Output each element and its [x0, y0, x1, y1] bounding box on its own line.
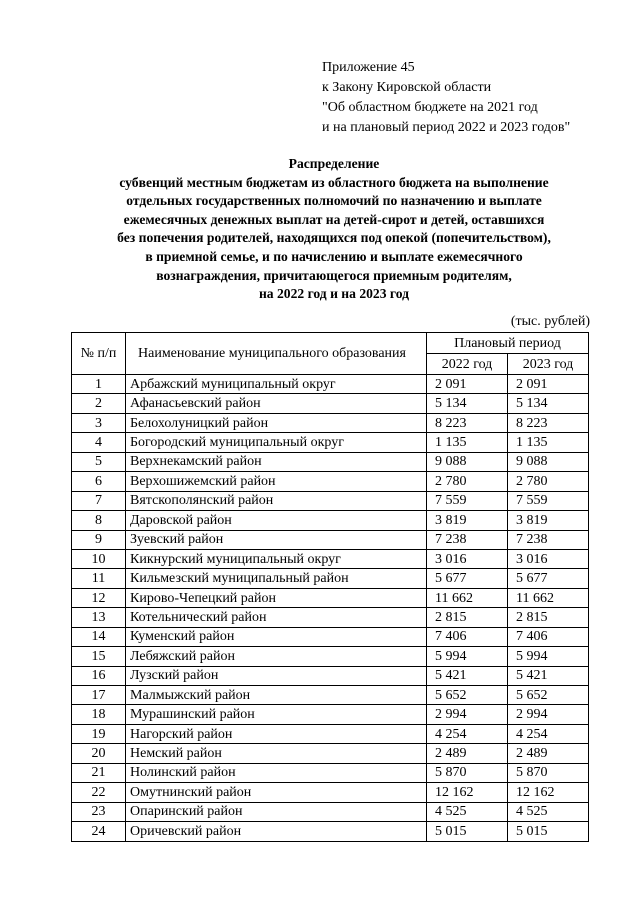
table-row	[72, 413, 589, 432]
table-row	[72, 783, 589, 802]
row-value-2023: 7 559	[508, 491, 589, 510]
table-row	[72, 530, 589, 549]
row-value-2022: 7 238	[427, 530, 508, 549]
title-line: на 2022 год и на 2023 год	[258, 286, 410, 302]
row-name: Богородский муниципальный округ	[126, 433, 427, 452]
row-value-2022: 5 652	[427, 686, 508, 705]
table-row	[72, 588, 589, 607]
row-number: 20	[72, 744, 126, 763]
row-number: 7	[72, 491, 126, 510]
row-value-2022: 2 780	[427, 472, 508, 491]
row-value-2022: 11 662	[427, 588, 508, 607]
row-name: Арбажский муниципальный округ	[126, 375, 427, 394]
row-value-2022: 5 994	[427, 647, 508, 666]
row-value-2023: 2 489	[508, 744, 589, 763]
table-row	[72, 822, 589, 841]
row-number: 4	[72, 433, 126, 452]
row-number: 14	[72, 627, 126, 646]
row-value-2023: 2 815	[508, 608, 589, 627]
row-name: Афанасьевский район	[126, 394, 427, 413]
row-value-2023: 5 870	[508, 763, 589, 782]
table-row	[72, 627, 589, 646]
row-value-2022: 2 815	[427, 608, 508, 627]
row-value-2022: 5 677	[427, 569, 508, 588]
row-number: 24	[72, 822, 126, 841]
row-number: 5	[72, 452, 126, 471]
row-value-2023: 5 015	[508, 822, 589, 841]
row-name: Верхнекамский район	[126, 452, 427, 471]
row-value-2022: 5 134	[427, 394, 508, 413]
row-name: Зуевский район	[126, 530, 427, 549]
table-row	[72, 666, 589, 685]
row-value-2023: 3 819	[508, 511, 589, 530]
table-row	[72, 511, 589, 530]
row-value-2022: 7 406	[427, 627, 508, 646]
row-value-2022: 2 994	[427, 705, 508, 724]
table-row	[72, 705, 589, 724]
row-value-2023: 7 406	[508, 627, 589, 646]
row-number: 17	[72, 686, 126, 705]
row-number: 23	[72, 802, 126, 821]
row-value-2023: 12 162	[508, 783, 589, 802]
row-number: 1	[72, 375, 126, 394]
row-value-2022: 7 559	[427, 491, 508, 510]
table-row	[72, 744, 589, 763]
title-line: субвенций местным бюджетам из областного бюджета на выполнение	[119, 174, 549, 190]
row-number: 3	[72, 413, 126, 432]
row-name: Нагорский район	[126, 724, 427, 743]
row-number: 21	[72, 763, 126, 782]
appendix-line: и на плановый период 2022 и 2023 годов"	[322, 120, 571, 135]
row-number: 18	[72, 705, 126, 724]
title-line: Распределение	[288, 156, 380, 171]
row-value-2022: 4 525	[427, 802, 508, 821]
row-value-2023: 2 780	[508, 472, 589, 491]
row-name: Мурашинский район	[126, 705, 427, 724]
row-value-2023: 4 525	[508, 802, 589, 821]
title-line: в приемной семье, и по начислению и выплате ежемесячного	[145, 248, 523, 264]
row-value-2022: 5 015	[427, 822, 508, 841]
row-value-2023: 7 238	[508, 530, 589, 549]
row-value-2023: 2 091	[508, 375, 589, 394]
row-name: Вятскополянский район	[126, 491, 427, 510]
row-value-2023: 8 223	[508, 413, 589, 432]
row-name: Опаринский район	[126, 802, 427, 821]
header-period: Плановый период	[427, 333, 589, 354]
table-row	[72, 433, 589, 452]
table-row	[72, 452, 589, 471]
row-number: 6	[72, 472, 126, 491]
row-name: Верхошижемский район	[126, 472, 427, 491]
units-label: (тыс. рублей)	[510, 314, 590, 329]
row-value-2023: 2 994	[508, 705, 589, 724]
row-value-2022: 1 135	[427, 433, 508, 452]
header-num: № п/п	[72, 333, 126, 375]
row-name: Котельнический район	[126, 608, 427, 627]
row-value-2023: 5 421	[508, 666, 589, 685]
row-number: 22	[72, 783, 126, 802]
row-value-2023: 9 088	[508, 452, 589, 471]
row-name: Немский район	[126, 744, 427, 763]
appendix-line: Приложение 45	[322, 60, 415, 75]
row-name: Малмыжский район	[126, 686, 427, 705]
row-number: 19	[72, 724, 126, 743]
appendix-line: "Об областном бюджете на 2021 год	[322, 100, 538, 115]
row-number: 2	[72, 394, 126, 413]
row-name: Лебяжский район	[126, 647, 427, 666]
row-name: Белохолуницкий район	[126, 413, 427, 432]
row-number: 10	[72, 549, 126, 568]
title-line: отдельных государственных полномочий по назначению и выплате	[126, 193, 542, 209]
appendix-header	[322, 58, 570, 138]
table-row	[72, 724, 589, 743]
header-name: Наименование муниципального образования	[126, 333, 427, 375]
row-number: 13	[72, 608, 126, 627]
row-value-2022: 5 870	[427, 763, 508, 782]
title-line: ежемесячных денежных выплат на детей-сирот и детей, оставшихся	[123, 211, 545, 227]
row-value-2022: 5 421	[427, 666, 508, 685]
row-value-2023: 4 254	[508, 724, 589, 743]
row-value-2022: 9 088	[427, 452, 508, 471]
row-name: Омутнинский район	[126, 783, 427, 802]
table-row	[72, 375, 589, 394]
row-name: Кирово-Чепецкий район	[126, 588, 427, 607]
row-value-2023: 3 016	[508, 549, 589, 568]
appendix-line: к Закону Кировской области	[322, 80, 492, 95]
row-value-2022: 3 016	[427, 549, 508, 568]
row-name: Даровской район	[126, 511, 427, 530]
title-line: вознаграждения, причитающегося приемным родителям,	[156, 267, 512, 283]
row-number: 9	[72, 530, 126, 549]
row-number: 11	[72, 569, 126, 588]
row-name: Оричевский район	[126, 822, 427, 841]
title-line: без попечения родителей, находящихся под опекой (попечительством),	[117, 230, 551, 246]
row-value-2022: 2 091	[427, 375, 508, 394]
table-body	[72, 375, 589, 842]
header-2023: 2023 год	[508, 354, 589, 375]
table-row	[72, 569, 589, 588]
row-value-2022: 2 489	[427, 744, 508, 763]
subsidies-table	[71, 332, 589, 842]
row-value-2023: 5 134	[508, 394, 589, 413]
table-row	[72, 763, 589, 782]
table-row	[72, 549, 589, 568]
row-number: 16	[72, 666, 126, 685]
row-value-2023: 5 677	[508, 569, 589, 588]
row-name: Кикнурский муниципальный округ	[126, 549, 427, 568]
document-title	[60, 155, 608, 304]
table-row	[72, 472, 589, 491]
row-value-2022: 4 254	[427, 724, 508, 743]
row-number: 12	[72, 588, 126, 607]
row-name: Нолинский район	[126, 763, 427, 782]
table-row	[72, 491, 589, 510]
row-value-2023: 5 652	[508, 686, 589, 705]
table-row	[72, 608, 589, 627]
table-row	[72, 647, 589, 666]
row-value-2022: 12 162	[427, 783, 508, 802]
row-value-2023: 5 994	[508, 647, 589, 666]
row-value-2022: 3 819	[427, 511, 508, 530]
row-value-2023: 11 662	[508, 588, 589, 607]
row-value-2022: 8 223	[427, 413, 508, 432]
row-number: 8	[72, 511, 126, 530]
row-name: Куменский район	[126, 627, 427, 646]
table-row	[72, 686, 589, 705]
row-name: Кильмезский муниципальный район	[126, 569, 427, 588]
table-row	[72, 802, 589, 821]
header-2022: 2022 год	[427, 354, 508, 375]
row-value-2023: 1 135	[508, 433, 589, 452]
row-number: 15	[72, 647, 126, 666]
row-name: Лузский район	[126, 666, 427, 685]
table-row	[72, 394, 589, 413]
